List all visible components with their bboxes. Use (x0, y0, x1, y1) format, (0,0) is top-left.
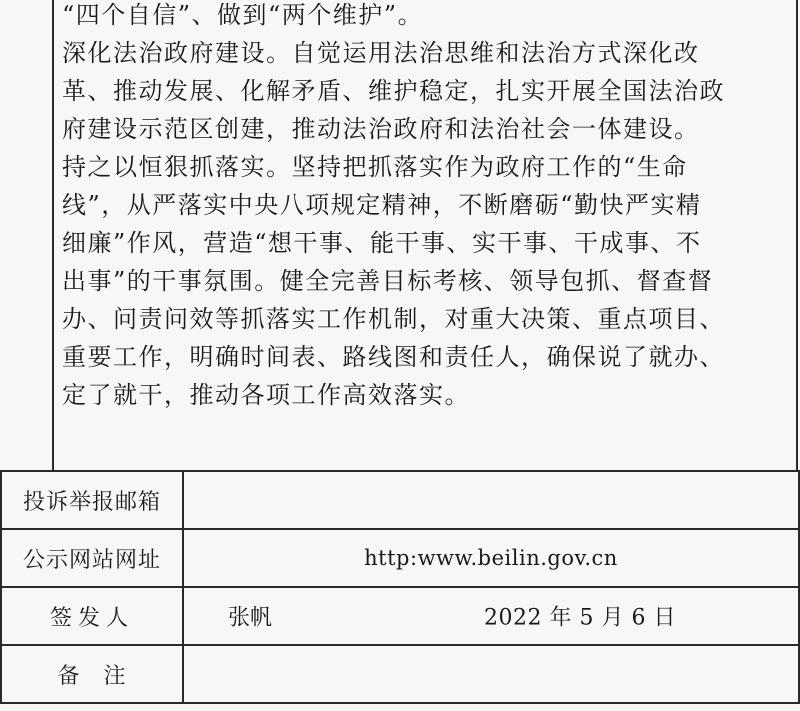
body-line: 线”，从严落实中央八项规定精神，不断磨砺“勤快严实精 (62, 191, 702, 219)
signer-name: 张帆 (228, 605, 273, 631)
complaint-value (183, 471, 799, 529)
body-line: 定了就干，推动各项工作高效落实。 (62, 381, 470, 409)
body-line: 府建设示范区创建，推动法治政府和法治社会一体建设。 (62, 115, 700, 143)
body-line: 办、问责问效等抓落实工作机制，对重大决策、重点项目、 (62, 305, 725, 333)
body-line: 深化法治政府建设。自觉运用法治思维和法治方式深化改 (62, 39, 700, 67)
remarks-row (1, 645, 799, 703)
remarks-label: 备 注 (1, 645, 183, 703)
left-border-line (52, 0, 54, 472)
info-table (0, 470, 800, 704)
complaint-label: 投诉举报邮箱 (1, 471, 183, 529)
right-border-line (796, 0, 798, 472)
body-line: 重要工作，明确时间表、路线图和责任人，确保说了就办、 (62, 343, 725, 371)
website-label: 公示网站网址 (1, 529, 183, 587)
remarks-value (183, 645, 799, 703)
website-value: http:www.beilin.gov.cn (183, 529, 799, 587)
website-row (1, 529, 799, 587)
body-line: 持之以恒狠抓落实。坚持把抓落实作为政府工作的“生命 (62, 153, 688, 181)
signer-date: 2022 年 5 月 6 日 (484, 605, 676, 631)
complaint-row (1, 471, 799, 529)
signer-cell (183, 587, 799, 645)
signer-label: 签发人 (1, 587, 183, 645)
body-line: “四个自信”、做到“两个维护”。 (62, 1, 424, 29)
body-line: 细廉”作风，营造“想干事、能干事、实干事、干成事、不 (62, 229, 702, 257)
body-paragraphs (62, 0, 794, 414)
signer-row (1, 587, 799, 645)
body-line: 革、推动发展、化解矛盾、维护稳定，扎实开展全国法治政 (62, 77, 725, 105)
body-line: 出事”的干事氛围。健全完善目标考核、领导包抓、督查督 (62, 267, 714, 295)
